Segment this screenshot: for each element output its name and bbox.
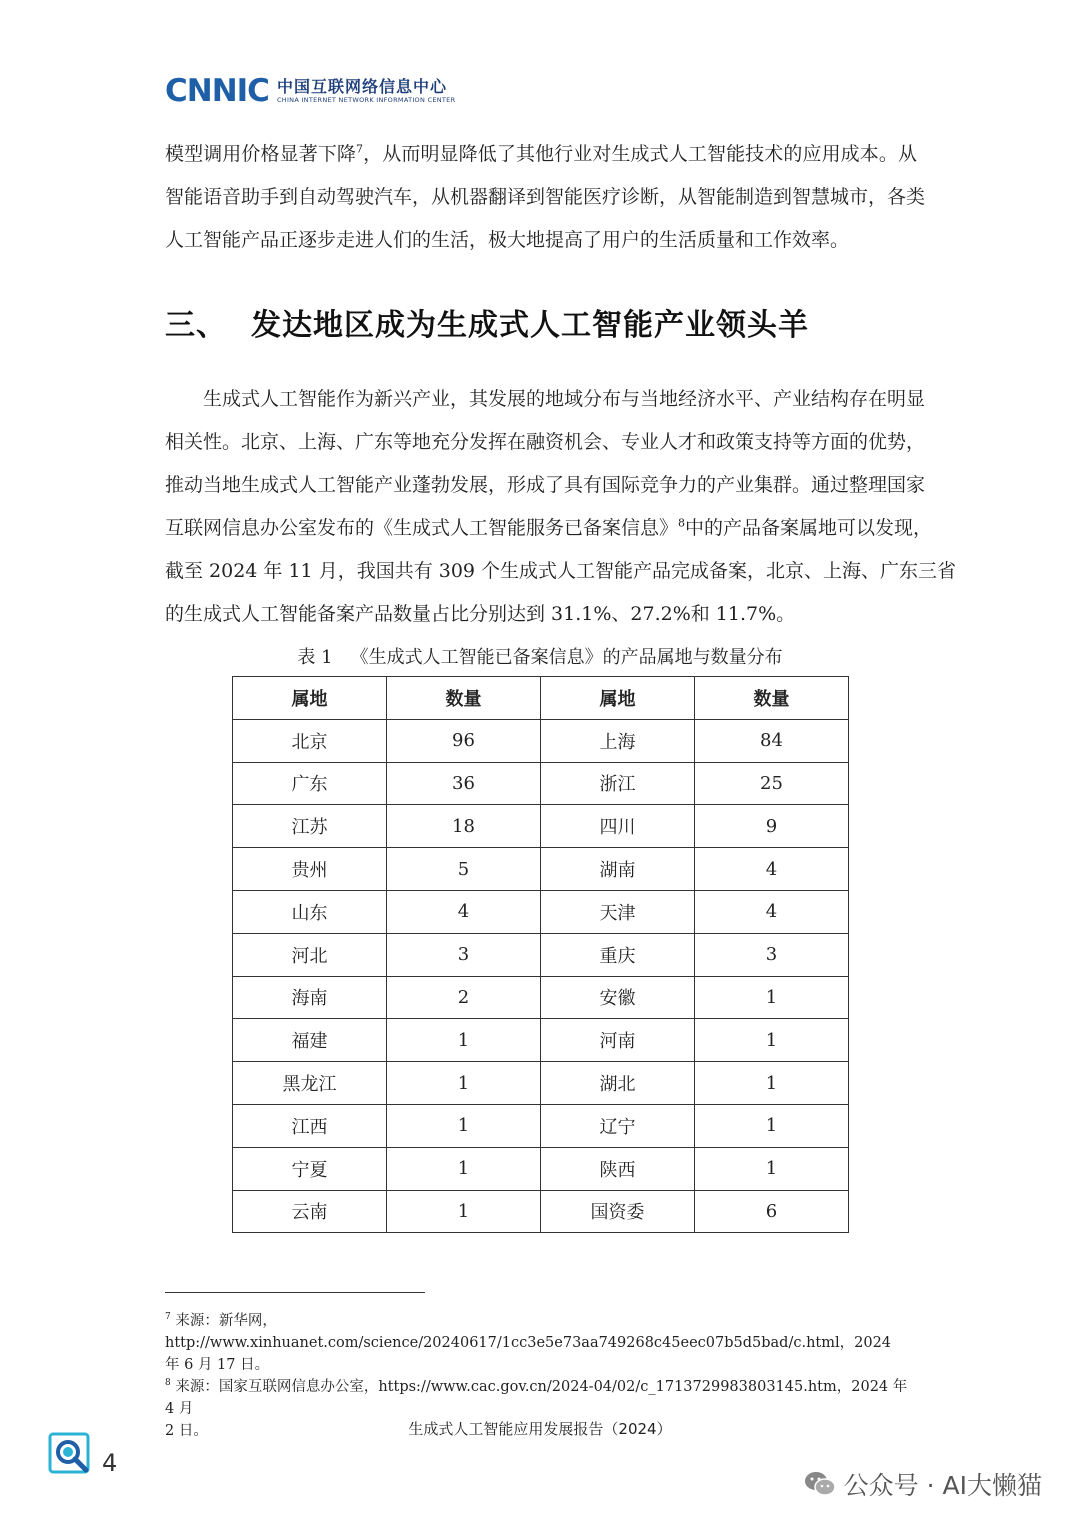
cell-region: 河南 <box>541 1019 695 1062</box>
body-line: 截至 2024 年 11 月，我国共有 309 个生成式人工智能产品完成备案，北京、上海、广东三省 <box>165 560 957 582</box>
cell-region: 北京 <box>233 719 387 762</box>
table-caption <box>0 643 1080 669</box>
cell-region: 贵州 <box>233 848 387 891</box>
cell-count: 1 <box>387 1147 541 1190</box>
footnote-mark: 8 <box>165 1378 171 1389</box>
watermark-text: 公众号 · AI大懒猫 <box>843 1471 1042 1500</box>
body-line: 相关性。北京、上海、广东等地充分发挥在融资机会、专业人才和政策支持等方面的优势， <box>165 431 926 453</box>
cnnic-name-en: CHINA INTERNET NETWORK INFORMATION CENTER <box>276 95 456 104</box>
footnote-ref-7[interactable]: 7 <box>356 142 364 156</box>
footer-report-title: 生成式人工智能应用发展报告（2024） <box>408 1420 672 1438</box>
body-paragraph <box>165 378 957 636</box>
body-text: 互联网信息办公室发布的《生成式人工智能服务已备案信息》 <box>165 517 679 539</box>
cell-region: 福建 <box>233 1019 387 1062</box>
cnnic-logo: CNNIC <box>165 72 269 109</box>
section-heading <box>165 300 809 344</box>
table-row <box>233 1104 849 1147</box>
cell-count: 25 <box>695 762 849 805</box>
cnnic-name-cn: 中国互联网络信息中心 <box>276 76 447 96</box>
table-number: 表 1 <box>297 647 333 668</box>
report-header <box>165 74 455 108</box>
body-line: 生成式人工智能作为新兴产业，其发展的地域分布与当地经济水平、产业结构存在明显 <box>203 388 926 410</box>
table-row <box>233 762 849 805</box>
cell-count: 5 <box>387 848 541 891</box>
intro-text: 模型调用价格显著下降 <box>165 143 357 165</box>
table-row <box>233 805 849 848</box>
table-row <box>233 1190 849 1233</box>
cell-count: 4 <box>695 890 849 933</box>
col-header-region: 属地 <box>541 677 695 720</box>
footnote-text: 2 日。 <box>165 1423 208 1439</box>
cell-count: 84 <box>695 719 849 762</box>
footnote-divider <box>165 1292 425 1293</box>
cell-region: 辽宁 <box>541 1104 695 1147</box>
magnifier-logo-icon <box>48 1432 90 1474</box>
body-line: 的生成式人工智能备案产品数量占比分别达到 31.1%、27.2%和 11.7%。 <box>165 603 796 625</box>
cell-region: 宁夏 <box>233 1147 387 1190</box>
col-header-region: 属地 <box>233 677 387 720</box>
cell-region: 湖南 <box>541 848 695 891</box>
table-body <box>233 719 849 1233</box>
cell-count: 4 <box>387 890 541 933</box>
cell-count: 1 <box>695 976 849 1019</box>
cell-count: 1 <box>695 1019 849 1062</box>
cell-region: 湖北 <box>541 1062 695 1105</box>
cnnic-logo-text <box>277 78 455 105</box>
table-row <box>233 1147 849 1190</box>
cell-count: 4 <box>695 848 849 891</box>
cell-region: 重庆 <box>541 933 695 976</box>
table-row <box>233 848 849 891</box>
table-row <box>233 1062 849 1105</box>
intro-text: ，从而明显降低了其他行业对生成式人工智能技术的应用成本。从 <box>363 143 917 165</box>
cell-count: 2 <box>387 976 541 1019</box>
footnote-text: 来源：国家互联网信息办公室，https://www.cac.gov.cn/2024-04/02/c_1713729983803145.htm，2024 年 4 月 <box>165 1379 908 1417</box>
cell-region: 云南 <box>233 1190 387 1233</box>
table-row <box>233 1019 849 1062</box>
cell-count: 6 <box>695 1190 849 1233</box>
footnote-text: 来源：新华网，http://www.xinhuanet.com/science/20240617/1cc3e5e73aa749268c45eec07b5d5bad/c.html，2024 <box>165 1313 892 1351</box>
cell-count: 1 <box>695 1062 849 1105</box>
table-row <box>233 719 849 762</box>
cell-count: 36 <box>387 762 541 805</box>
intro-paragraph <box>165 133 926 262</box>
cell-region: 上海 <box>541 719 695 762</box>
cell-count: 9 <box>695 805 849 848</box>
cell-count: 1 <box>387 1062 541 1105</box>
cell-region: 国资委 <box>541 1190 695 1233</box>
cell-region: 广东 <box>233 762 387 805</box>
region-count-table <box>232 676 849 1233</box>
section-title: 发达地区成为生成式人工智能产业领头羊 <box>251 308 809 343</box>
table-row <box>233 976 849 1019</box>
cell-region: 海南 <box>233 976 387 1019</box>
footnote-text: 年 6 月 17 日。 <box>165 1357 270 1373</box>
section-number: 三、 <box>165 308 227 343</box>
cell-region: 江西 <box>233 1104 387 1147</box>
footnote-7 <box>165 1310 917 1376</box>
body-line: 推动当地生成式人工智能产业蓬勃发展，形成了具有国际竞争力的产业集群。通过整理国家 <box>165 474 926 496</box>
wechat-watermark <box>804 1466 1042 1502</box>
cell-count: 3 <box>387 933 541 976</box>
cell-region: 山东 <box>233 890 387 933</box>
intro-line: 智能语音助手到自动驾驶汽车，从机器翻译到智能医疗诊断，从智能制造到智慧城市，各类 <box>165 186 926 208</box>
cell-region: 陕西 <box>541 1147 695 1190</box>
cell-region: 天津 <box>541 890 695 933</box>
intro-line <box>165 133 917 176</box>
cell-region: 安徽 <box>541 976 695 1019</box>
cell-region: 河北 <box>233 933 387 976</box>
body-line <box>165 507 933 550</box>
cell-count: 96 <box>387 719 541 762</box>
cell-count: 1 <box>695 1147 849 1190</box>
table-row <box>233 890 849 933</box>
cell-count: 1 <box>387 1019 541 1062</box>
cell-region: 四川 <box>541 805 695 848</box>
footnote-ref-8[interactable]: 8 <box>678 516 686 530</box>
col-header-count: 数量 <box>387 677 541 720</box>
table-row <box>233 933 849 976</box>
intro-line: 人工智能产品正逐步走进人们的生活，极大地提高了用户的生活质量和工作效率。 <box>165 229 850 251</box>
cell-region: 浙江 <box>541 762 695 805</box>
cell-count: 1 <box>387 1190 541 1233</box>
cell-count: 18 <box>387 805 541 848</box>
wechat-icon <box>804 1470 836 1498</box>
page-number: 4 <box>102 1449 118 1477</box>
cell-count: 3 <box>695 933 849 976</box>
cell-region: 江苏 <box>233 805 387 848</box>
body-text: 中的产品备案属地可以发现， <box>685 517 933 539</box>
cell-count: 1 <box>695 1104 849 1147</box>
table-header-row <box>233 677 849 720</box>
table-title: 《生成式人工智能已备案信息》的产品属地与数量分布 <box>350 647 783 668</box>
cell-region: 黑龙江 <box>233 1062 387 1105</box>
footnote-mark: 7 <box>165 1312 171 1323</box>
cell-count: 1 <box>387 1104 541 1147</box>
col-header-count: 数量 <box>695 677 849 720</box>
